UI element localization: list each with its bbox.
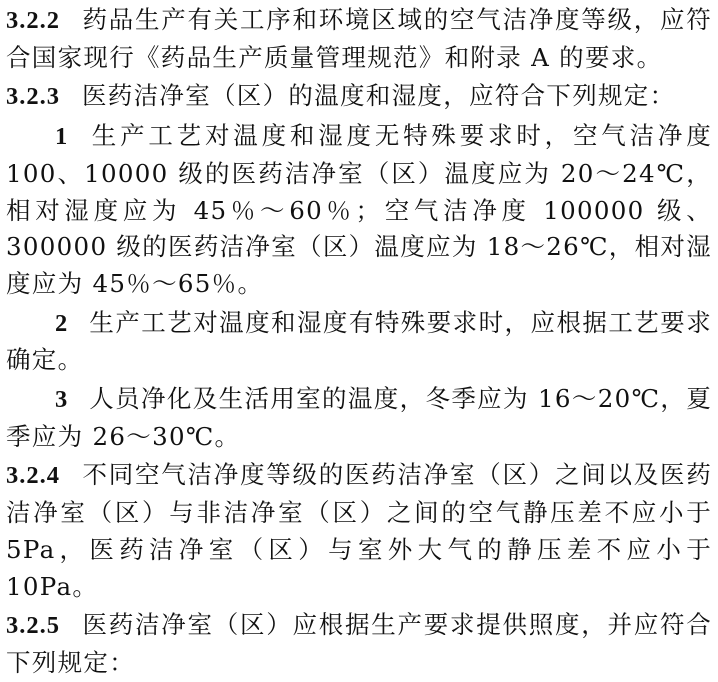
item-text: 生产工艺对温度和湿度有特殊要求时，应根据工艺要求确定。 xyxy=(6,307,712,375)
clause-3-2-3-item-3 xyxy=(6,379,712,455)
item-text: 人员净化及生活用室的温度，冬季应为 16～20℃，夏季应为 26～30℃。 xyxy=(6,384,712,451)
clause-text: 医药洁净室（区）应根据生产要求提供照度，并应符合下列规定： xyxy=(6,610,712,677)
clause-3-2-2 xyxy=(6,0,712,76)
item-number: 3 xyxy=(55,386,68,414)
clause-3-2-5 xyxy=(6,605,712,681)
clause-text: 医药洁净室（区）的温度和湿度，应符合下列规定： xyxy=(82,81,676,111)
item-text: 生产工艺对温度和湿度无特殊要求时，空气洁净度 100、10000 级的医药洁净室（区）温度应为 20～24℃，相对湿度应为 45％～60％；空气洁净度 100000 级、300000 级的医药洁净室（区）温度应为 18～26℃，相对湿度应为 45％～65％。 xyxy=(6,121,712,298)
clause-number: 3.2.5 xyxy=(6,612,60,640)
clause-text: 药品生产有关工序和环境区域的空气洁净度等级，应符合国家现行《药品生产质量管理规范》和附录 A 的要求。 xyxy=(6,5,712,72)
clause-3-2-3-item-1 xyxy=(6,116,712,303)
item-number: 1 xyxy=(55,123,68,151)
clause-text: 不同空气洁净度等级的医药洁净室（区）之间以及医药洁净室（区）与非洁净室（区）之间的空气静压差不应小于 5Pa，医药洁净室（区）与室外大气的静压差不应小于 10Pa。 xyxy=(6,460,712,601)
clause-3-2-3-item-2 xyxy=(6,303,712,379)
document-page xyxy=(6,0,712,682)
clause-3-2-3 xyxy=(6,76,712,116)
clause-number: 3.2.2 xyxy=(6,7,60,34)
clause-number: 3.2.4 xyxy=(6,462,60,490)
clause-number: 3.2.3 xyxy=(6,83,60,111)
item-number: 2 xyxy=(55,309,68,337)
clause-3-2-4 xyxy=(6,455,712,605)
